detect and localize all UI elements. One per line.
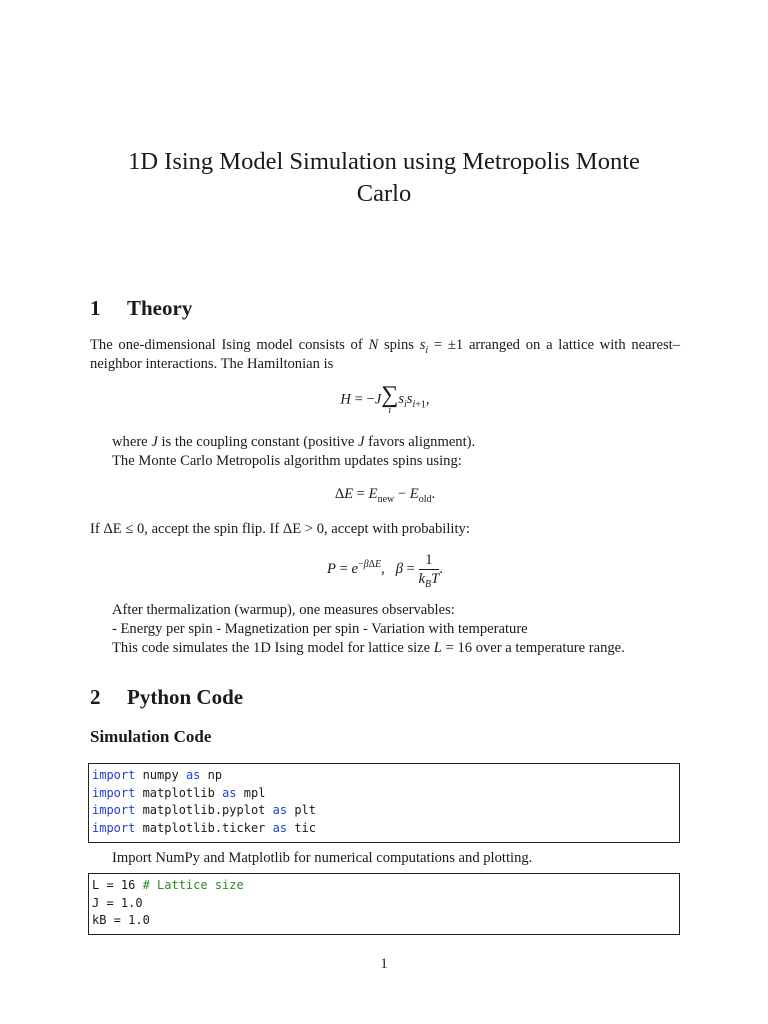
keyword: import: [92, 768, 136, 782]
module: matplotlib.pyplot: [135, 803, 273, 818]
section-number: 2: [90, 685, 101, 709]
theory-intro-paragraph: The one-dimensional Ising model consists of N spins $s_i = \pm 1$ arranged on a lattice with nearest–neighbor interactions. The Hamiltonian is: [90, 337, 680, 372]
code-line: kB = 1.0: [92, 913, 150, 928]
energy-difference-equation: $\Delta E = E_{new} - E_{old}$.: [334, 486, 436, 505]
summation-symbol: ∑ i: [381, 382, 399, 416]
code-line: [92, 802, 679, 820]
section-number: 1: [90, 296, 101, 320]
keyword: import: [92, 785, 136, 800]
code-line: [92, 877, 679, 895]
code-comment: # Lattice size: [142, 878, 244, 892]
code-line: J = 1.0: [92, 895, 143, 910]
document-title: 1D Ising Model Simulation using Metropolis Monte Carlo: [128, 148, 640, 207]
section-title: Theory: [127, 296, 193, 320]
where-text-b: is the coupling constant (positive: [157, 434, 359, 450]
thermalization-line: After thermalization (warmup), one measures observables:: [112, 602, 455, 618]
code-line: [92, 785, 679, 803]
lattice-size-line: This code simulates the 1D Ising model for lattice size L = 16 over a temperature range.: [112, 640, 625, 656]
code-line: [92, 767, 679, 785]
intro-text-c: = ±1 arranged on a lattice with nearest–neighbor interactions. The Hamiltonian is: [90, 337, 680, 372]
lattice-text-b: = 16 over a temperature range.: [441, 640, 625, 656]
section-heading-python-code: [90, 685, 243, 710]
beta-fraction: $\frac{1}{k_BT}$: [418, 552, 440, 590]
code-block-parameters: [88, 873, 680, 935]
alias: np: [200, 768, 223, 782]
code-line: [92, 820, 679, 838]
keyword: import: [92, 821, 136, 836]
lattice-text-a: This code simulates the 1D Ising model for lattice size: [112, 640, 434, 656]
keyword: as: [272, 803, 288, 818]
module: matplotlib.ticker: [135, 821, 273, 836]
subsection-heading: Simulation Code: [90, 727, 212, 746]
where-text-a: where: [112, 434, 152, 450]
code-block-imports: [88, 763, 680, 843]
intro-text-b: spins: [378, 337, 420, 353]
coupling-constant-line: where J is the coupling constant (positive J favors alignment).: [112, 434, 476, 450]
keyword: import: [92, 803, 136, 818]
where-text-c: favors alignment).: [364, 434, 476, 450]
alias: mpl: [236, 785, 266, 800]
metropolis-line: The Monte Carlo Metropolis algorithm updates spins using:: [112, 453, 462, 469]
probability-equation: $P = e^{-\beta\Delta E}$, β = $\frac{1}{k_BT}$ .: [327, 552, 443, 590]
keyword: as: [222, 785, 237, 800]
intro-text-a: The one-dimensional Ising model consists of: [90, 337, 369, 353]
observables-line: - Energy per spin - Magnetization per spin - Variation with temperature: [112, 621, 528, 637]
module: matplotlib: [135, 785, 223, 800]
alias: tic: [287, 821, 316, 836]
keyword: as: [272, 821, 288, 836]
keyword: as: [185, 768, 201, 782]
section-heading-theory: [90, 296, 192, 321]
module: numpy: [135, 768, 186, 782]
hamiltonian-equation: H = −J ∑ i $s_is_{i+1}$,: [340, 382, 430, 416]
code-text: L = 16: [92, 878, 143, 892]
alias: plt: [287, 803, 316, 818]
import-note: Import NumPy and Matplotlib for numerical computations and plotting.: [112, 850, 533, 866]
section-title: Python Code: [127, 685, 244, 709]
acceptance-line: If ΔE ≤ 0, accept the spin flip. If ΔE > 0, accept with probability:: [90, 521, 470, 537]
page-number: 1: [380, 956, 388, 972]
